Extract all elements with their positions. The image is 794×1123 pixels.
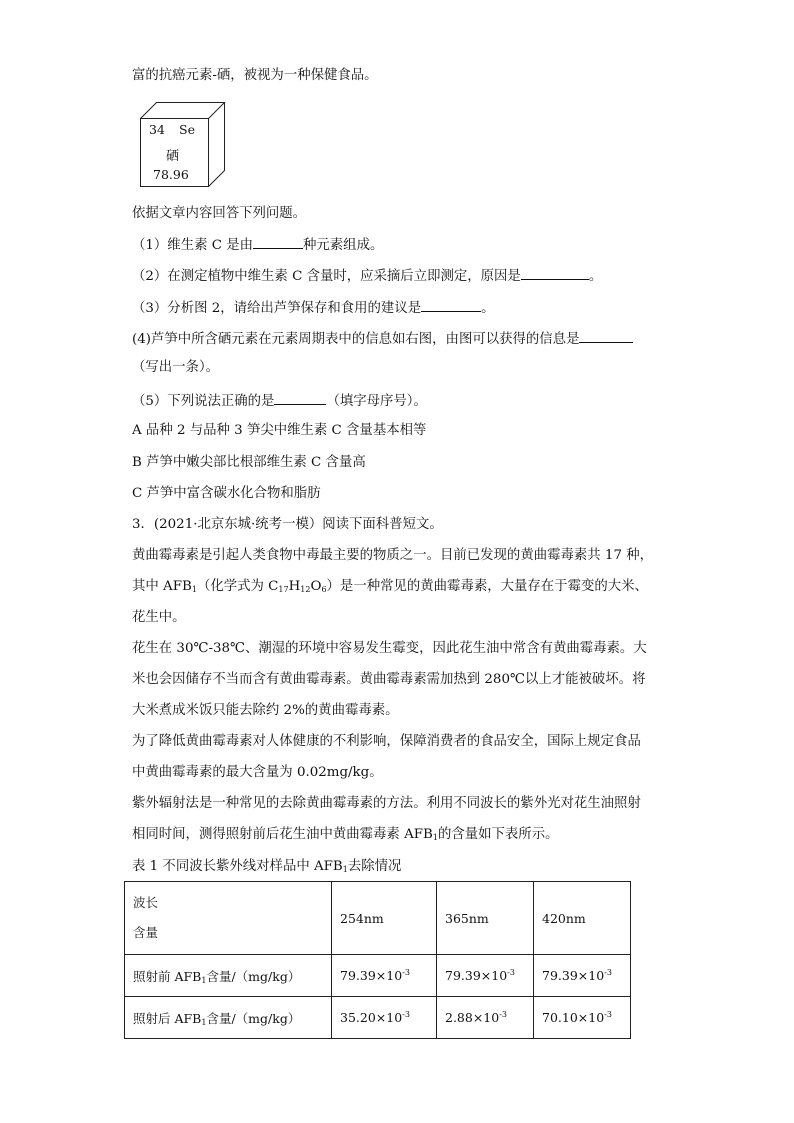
question-4-cont: （写出一条）。 <box>132 360 220 375</box>
option-c: C 芦笋中富含碳水化合物和脂肪 <box>132 486 321 501</box>
para-2-line-3: 大米煮成米饭只能去除约 2%的黄曲霉毒素。 <box>132 703 399 718</box>
table-cell: $70.10\times 10^{-3}$ <box>534 997 631 1039</box>
para-3-line-1: 为了降低黄曲霉毒素对人体健康的不利影响，保障消费者的食品安全，国际上规定食品 <box>132 734 641 749</box>
atomic-number: 34 <box>149 122 165 137</box>
para-1-line-1: 黄曲霉毒素是引起人类食物中毒最主要的物质之一。目前已发现的黄曲霉毒素共 17 种， <box>132 548 654 563</box>
intro-tail: 富的抗癌元素-硒，被视为一种保健食品。 <box>132 68 378 83</box>
option-b: B 芦笋中嫩尖部比根部维生素 C 含量高 <box>132 455 366 470</box>
table-cell: $2.88\times 10^{-3}$ <box>437 997 534 1039</box>
para-1-line-2: 其中 $AFB_1$（化学式为 $C_{17}H_{12}O_6$）是一种常见的黄曲霉毒素，大量存在于霉变的大米、 <box>132 579 648 594</box>
question-1: （1）维生素 C 是由 种元素组成。 <box>132 234 383 256</box>
para-1-line-3: 花生中。 <box>132 610 186 625</box>
table-cell: $35.20\times 10^{-3}$ <box>332 997 437 1039</box>
table-caption: 表 1 不同波长紫外线对样品中 $AFB_1$去除情况 <box>132 859 402 874</box>
section-3-heading: 3．(2021·北京东城·统考一模）阅读下面科普短文。 <box>132 517 443 532</box>
afb1-removal-table <box>124 881 631 1039</box>
table-row <box>125 997 631 1039</box>
para-2-line-1: 花生在 30℃-38℃、潮湿的环境中容易发生霉变，因此花生油中常含有黄曲霉毒素。大 <box>132 641 647 656</box>
para-3-line-2: 中黄曲霉毒素的最大含量为 0.02mg/kg。 <box>132 765 383 780</box>
element-name: 硒 <box>166 149 180 164</box>
answer-blank-4[interactable] <box>579 328 633 343</box>
para-2-line-2: 米也会因储存不当而含有黄曲霉毒素。黄曲霉毒素需加热到 280℃以上才能被破坏。将 <box>132 672 646 687</box>
prompt: 依据文章内容回答下列问题。 <box>132 206 307 221</box>
column-header: 365nm <box>437 882 534 955</box>
table-cell: $79.39\times 10^{-3}$ <box>437 955 534 997</box>
row-label: 照射前 $AFB_1$含量/（mg/kg） <box>125 955 332 997</box>
column-header: 420nm <box>534 882 631 955</box>
answer-blank-3[interactable] <box>421 297 481 312</box>
para-4-line-2: 相同时间，测得照射前后花生油中黄曲霉毒素 $AFB_1$的含量如下表所示。 <box>132 827 559 842</box>
table-cell: $79.39\times 10^{-3}$ <box>332 955 437 997</box>
table-corner-cell: 波长 含量 <box>125 882 332 955</box>
question-2: （2）在测定植物中维生素 C 含量时，应采摘后立即测定，原因是 。 <box>132 265 602 287</box>
option-a: A 品种 2 与品种 3 笋尖中维生素 C 含量基本相等 <box>132 423 427 438</box>
table-row <box>125 955 631 997</box>
element-symbol: Se <box>179 122 195 137</box>
answer-blank-1[interactable] <box>253 234 303 249</box>
selenium-element-card <box>138 102 240 190</box>
table-cell: $79.39\times 10^{-3}$ <box>534 955 631 997</box>
para-4-line-1: 紫外辐射法是一种常见的去除黄曲霉毒素的方法。利用不同波长的紫外光对花生油照射 <box>132 796 641 811</box>
table-header-row <box>125 882 631 955</box>
question-5: （5）下列说法正确的是 （填字母序号）。 <box>132 390 427 412</box>
answer-blank-2[interactable] <box>521 265 589 280</box>
question-3: （3）分析图 2，请给出芦笋保存和食用的建议是 。 <box>132 297 495 319</box>
atomic-mass: 78.96 <box>153 167 189 182</box>
answer-blank-5[interactable] <box>274 390 326 405</box>
row-label: 照射后 $AFB_1$含量/（mg/kg） <box>125 997 332 1039</box>
question-4: (4)芦笋中所含硒元素在元素周期表中的信息如右图，由图可以获得的信息是 <box>132 328 633 350</box>
column-header: 254nm <box>332 882 437 955</box>
